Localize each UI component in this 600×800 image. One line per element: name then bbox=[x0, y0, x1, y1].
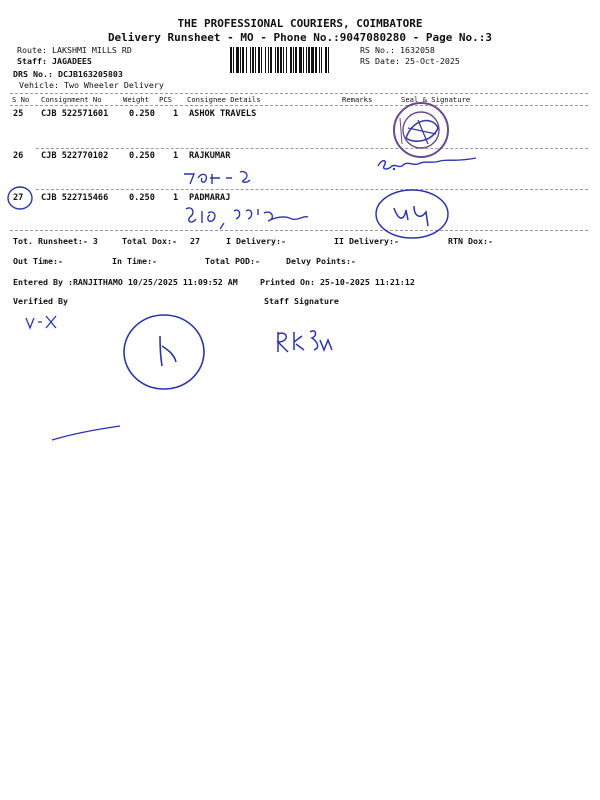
i-delivery-label: I Delivery:- bbox=[226, 236, 286, 246]
row-divider bbox=[36, 148, 588, 149]
row-divider bbox=[36, 189, 588, 190]
col-remarks: Remarks bbox=[342, 95, 373, 104]
runsheet-subtitle: Delivery Runsheet - MO - Phone No.:9047080280 - Page No.:3 bbox=[107, 31, 493, 44]
row-pcs: 1 bbox=[173, 109, 179, 119]
handwritten-note-row26 bbox=[180, 166, 270, 196]
row-consignment: CJB 522715466 bbox=[41, 193, 109, 203]
row-consignment: CJB 522571601 bbox=[41, 109, 109, 119]
pen-stroke-mark bbox=[48, 424, 128, 444]
entered-by: Entered By :RANJITHAMO 10/25/2025 11:09:52 AM bbox=[13, 277, 238, 287]
staff-signature-mark bbox=[272, 326, 342, 360]
row-sno: 26 bbox=[13, 151, 24, 161]
row-sno: 25 bbox=[13, 109, 24, 119]
row-weight: 0.250 bbox=[129, 109, 155, 119]
row-sno: 27 bbox=[13, 193, 24, 203]
staff-label: Staff: JAGADEES bbox=[17, 56, 92, 66]
row-consignee: RAJKUMAR bbox=[189, 151, 231, 161]
rs-date: RS Date: 25-Oct-2025 bbox=[360, 56, 460, 66]
handwritten-note-row27 bbox=[180, 203, 320, 233]
drs-number: DRS No.: DCJB163205803 bbox=[13, 69, 123, 79]
row-weight: 0.250 bbox=[129, 151, 155, 161]
total-dox-label: Total Dox:- bbox=[122, 236, 177, 246]
staff-signature-label: Staff Signature bbox=[264, 296, 339, 306]
verified-by-label: Verified By bbox=[13, 296, 68, 306]
verified-initials bbox=[24, 312, 64, 332]
row-consignee: PADMARAJ bbox=[189, 193, 231, 203]
col-sno: S No bbox=[12, 95, 30, 104]
verified-circle-signature bbox=[120, 310, 212, 396]
printed-on: Printed On: 25-10-2025 11:21:12 bbox=[260, 277, 415, 287]
signature-padmaraj bbox=[370, 186, 460, 246]
col-weight: Weight bbox=[123, 95, 149, 104]
company-title: THE PROFESSIONAL COURIERS, COIMBATORE bbox=[177, 17, 423, 30]
rs-number: RS No.: 1632058 bbox=[360, 45, 435, 55]
row-consignment: CJB 522770102 bbox=[41, 151, 109, 161]
total-pod-label: Total POD:- bbox=[205, 256, 260, 266]
row-marker-circle bbox=[4, 184, 44, 214]
row-pcs: 1 bbox=[173, 193, 179, 203]
out-time-label: Out Time:- bbox=[13, 256, 63, 266]
rtn-dox-label: RTN Dox:- bbox=[448, 236, 493, 246]
ii-delivery-label: II Delivery:- bbox=[334, 236, 399, 246]
header-bottom-rule bbox=[10, 105, 588, 106]
delvy-points-label: Delvy Points:- bbox=[286, 256, 356, 266]
col-consignment: Consignment No bbox=[41, 95, 102, 104]
route-label: Route: LAKSHMI MILLS RD bbox=[17, 45, 132, 55]
vehicle-label: Vehicle: Two Wheeler Delivery bbox=[19, 80, 164, 90]
in-time-label: In Time:- bbox=[112, 256, 157, 266]
col-pcs: PCS bbox=[159, 95, 172, 104]
col-seal-signature: Seal & Signature bbox=[401, 95, 471, 104]
total-dox-value: 27 bbox=[190, 236, 200, 246]
row-pcs: 1 bbox=[173, 151, 179, 161]
total-runsheet: Tot. Runsheet:- 3 bbox=[13, 236, 98, 246]
row-consignee: ASHOK TRAVELS bbox=[189, 109, 257, 119]
col-consignee: Consignee Details bbox=[187, 95, 261, 104]
barcode bbox=[230, 47, 358, 73]
header-top-rule bbox=[10, 93, 588, 94]
row-weight: 0.250 bbox=[129, 193, 155, 203]
